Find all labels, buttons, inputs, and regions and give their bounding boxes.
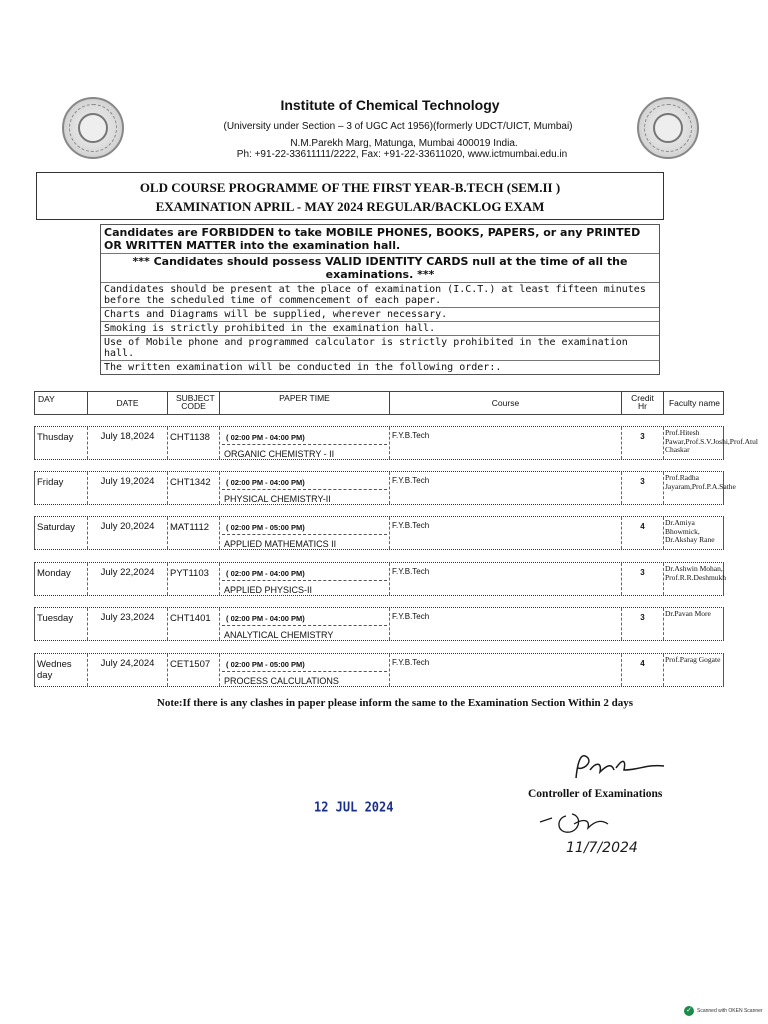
row-credit: 4 xyxy=(621,517,663,549)
signature-mark xyxy=(568,748,668,788)
institute-address: N.M.Parekh Marg, Matunga, Mumbai 400019 India. xyxy=(290,138,518,149)
row-day: Tuesday xyxy=(37,613,74,624)
row-day: Friday xyxy=(37,477,64,488)
row-time: ( 02:00 PM - 04:00 PM) xyxy=(226,614,305,623)
row-paper-time xyxy=(219,427,389,459)
row-paper-time xyxy=(219,563,389,595)
instruction-smoking: Smoking is strictly prohibited in the examination hall. xyxy=(101,321,659,335)
row-course: F.Y.B.Tech xyxy=(389,563,621,595)
row-day: Saturday xyxy=(37,522,76,533)
clash-note: Note:If there is any clashes in paper please inform the same to the Examination Section Within 2 days xyxy=(156,697,634,709)
exam-title-line1: OLD COURSE PROGRAMME OF THE FIRST YEAR-B.TECH (SEM.II ) xyxy=(139,180,561,195)
schedule-table-header xyxy=(34,391,724,415)
header-credit: Credit Hr xyxy=(621,392,663,414)
row-date: July 19,2024 xyxy=(87,472,167,504)
row-date: July 18,2024 xyxy=(87,427,167,459)
row-paper-time xyxy=(219,517,389,549)
row-date: July 20,2024 xyxy=(87,517,167,549)
instruction-mobile: Use of Mobile phone and programmed calculator is strictly prohibited in the examination hall. xyxy=(101,335,659,360)
header-paper-time: PAPER TIME xyxy=(219,392,389,414)
row-faculty: Prof.Parag Gogate xyxy=(663,654,725,686)
row-date: July 23,2024 xyxy=(87,608,167,640)
row-faculty: Dr.Ashwin Mohan, Prof.R.R.Deshmukh xyxy=(663,563,725,595)
row-credit: 4 xyxy=(621,654,663,686)
row-credit: 3 xyxy=(621,472,663,504)
row-date: July 22,2024 xyxy=(87,563,167,595)
header-faculty: Faculty name xyxy=(663,392,725,414)
table-row xyxy=(34,516,724,550)
row-subject-code: CHT1138 xyxy=(167,427,219,459)
row-faculty: Prof.Radha Jayaram,Prof.P.A.Sathe xyxy=(663,472,725,504)
row-subject-code: CET1507 xyxy=(167,654,219,686)
row-paper-time xyxy=(219,654,389,686)
instruction-identity: *** Candidates should possess VALID IDENTITY CARDS null at the time of all the examinations. *** xyxy=(101,253,659,282)
row-faculty: Dr.Amiya Bhowmick, Dr.Akshay Rane xyxy=(663,517,725,549)
row-day: Monday xyxy=(37,568,71,579)
table-row xyxy=(34,471,736,505)
row-time: ( 02:00 PM - 04:00 PM) xyxy=(226,433,305,442)
row-credit: 3 xyxy=(621,608,663,640)
table-row xyxy=(34,607,724,641)
controller-of-examinations: Controller of Examinations xyxy=(528,788,663,800)
row-time: ( 02:00 PM - 05:00 PM) xyxy=(226,660,305,669)
row-paper-time xyxy=(219,472,389,504)
scanner-icon: ✓ xyxy=(684,1006,694,1016)
instruction-forbidden: Candidates are FORBIDDEN to take MOBILE PHONES, BOOKS, PAPERS, or any PRINTED OR WRITTEN MATTER into the examination hall. xyxy=(104,226,641,252)
row-subject-code: CHT1342 xyxy=(167,472,219,504)
row-course: F.Y.B.Tech xyxy=(389,654,621,686)
header-day: DAY xyxy=(38,394,55,404)
row-date: July 24,2024 xyxy=(87,654,167,686)
handwritten-date: 11/7/2024 xyxy=(566,840,638,856)
row-course: F.Y.B.Tech xyxy=(389,517,621,549)
scanner-watermark: Scanned with OKEN Scanner xyxy=(697,1008,763,1014)
row-paper: PHYSICAL CHEMISTRY-II xyxy=(224,494,331,504)
row-day: Thusday xyxy=(37,432,74,443)
institute-name: Institute of Chemical Technology xyxy=(280,97,500,113)
table-row xyxy=(34,426,758,460)
row-credit: 3 xyxy=(621,427,663,459)
row-time: ( 02:00 PM - 05:00 PM) xyxy=(226,523,305,532)
exam-title-box xyxy=(36,172,664,220)
row-faculty: Dr.Pavan More xyxy=(663,608,725,640)
row-credit: 3 xyxy=(621,563,663,595)
row-paper: APPLIED MATHEMATICS II xyxy=(224,539,337,549)
row-paper: ANALYTICAL CHEMISTRY xyxy=(224,630,334,640)
institute-subtitle: (University under Section – 3 of UGC Act 1956)(formerly UDCT/UICT, Mumbai) xyxy=(223,121,573,132)
row-subject-code: MAT1112 xyxy=(167,517,219,549)
row-time: ( 02:00 PM - 04:00 PM) xyxy=(226,478,305,487)
row-paper: PROCESS CALCULATIONS xyxy=(224,676,339,686)
row-paper: APPLIED PHYSICS-II xyxy=(224,585,313,595)
instruction-charts: Charts and Diagrams will be supplied, wherever necessary. xyxy=(101,307,659,321)
row-faculty: Prof.Hitesh Pawar,Prof.S.V.Joshi,Prof.Atul Chaskar xyxy=(663,427,725,459)
row-paper-time xyxy=(219,608,389,640)
instruction-presence: Candidates should be present at the place of examination (I.C.T.) at least fifteen minutes before the scheduled time of commencement of each paper. xyxy=(101,282,659,307)
header-date: DATE xyxy=(87,392,167,414)
row-course: F.Y.B.Tech xyxy=(389,608,621,640)
handwritten-signature-date xyxy=(538,808,668,858)
institute-contact: Ph: +91-22-33611111/2222, Fax: +91-22-33611020, www.ictmumbai.edu.in xyxy=(236,149,568,160)
date-stamp: 12 JUL 2024 xyxy=(314,799,394,815)
row-subject-code: PYT1103 xyxy=(167,563,219,595)
row-course: F.Y.B.Tech xyxy=(389,427,621,459)
header-subject-code: SUBJECT CODE xyxy=(167,392,219,414)
instructions-box xyxy=(100,224,660,375)
table-row xyxy=(34,653,724,687)
table-row xyxy=(34,562,727,596)
header-course: Course xyxy=(389,392,621,414)
row-time: ( 02:00 PM - 04:00 PM) xyxy=(226,569,305,578)
exam-title-line2: EXAMINATION APRIL - MAY 2024 REGULAR/BACKLOG EXAM xyxy=(155,199,545,214)
row-day: Wednes day xyxy=(37,659,72,681)
row-paper: ORGANIC CHEMISTRY - II xyxy=(224,449,335,459)
row-subject-code: CHT1401 xyxy=(167,608,219,640)
instruction-order: The written examination will be conducted in the following order:. xyxy=(101,360,659,374)
row-course: F.Y.B.Tech xyxy=(389,472,621,504)
